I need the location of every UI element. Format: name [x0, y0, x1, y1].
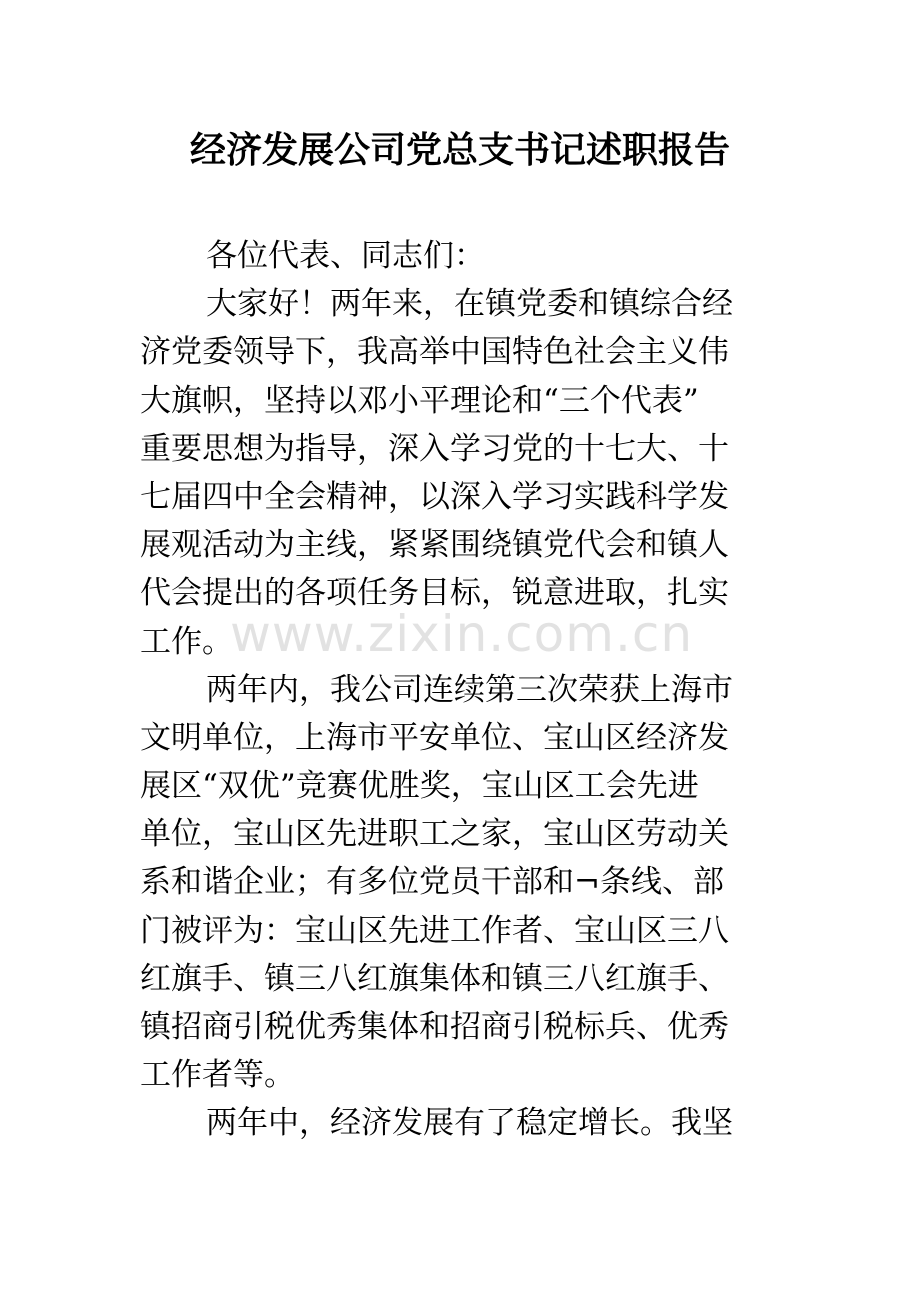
text-line: 大家好！两年来，在镇党委和镇综合经 — [206, 286, 733, 323]
text-line: 工作者等。 — [140, 1057, 295, 1094]
watermark-text: www.zixin.com.cn — [230, 605, 694, 663]
document-title: 经济发展公司党总支书记述职报告 — [189, 129, 730, 171]
text-line: 红旗手、镇三八红旗集体和镇三八红旗手、 — [140, 960, 729, 997]
text-line: 展观活动为主线，紧紧围绕镇党代会和镇人 — [140, 527, 729, 564]
text-line: 代会提出的各项任务目标，锐意进取，扎实 — [140, 575, 729, 612]
text-line: 系和谐企业；有多位党员干部和¬条线、部 — [140, 864, 724, 901]
document-body — [140, 232, 790, 1148]
text-line: 济党委领导下，我高举中国特色社会主义伟 — [140, 334, 729, 371]
text-line: 工作。 — [140, 623, 233, 660]
text-line: 重要思想为指导，深入学习党的十七大、十 — [140, 430, 729, 467]
text-line: 展区“双优”竞赛优胜奖，宝山区工会先进 — [140, 768, 699, 805]
text-line: 单位，宝山区先进职工之家，宝山区劳动关 — [140, 816, 729, 853]
text-line: 镇招商引税优秀集体和招商引税标兵、优秀 — [140, 1009, 729, 1045]
text-line: 两年中，经济发展有了稳定增长。我坚 — [206, 1105, 733, 1142]
text-line: 各位代表、同志们： — [206, 238, 485, 274]
text-line: 门被评为：宝山区先进工作者、宝山区三八 — [140, 912, 729, 949]
text-line: 大旗帜，坚持以邓小平理论和“三个代表” — [140, 382, 699, 419]
text-line: 七届四中全会精神，以深入学习实践科学发 — [140, 478, 729, 515]
text-line: 文明单位，上海市平安单位、宝山区经济发 — [140, 719, 729, 756]
text-line: 两年内，我公司连续第三次荣获上海市 — [206, 671, 733, 708]
